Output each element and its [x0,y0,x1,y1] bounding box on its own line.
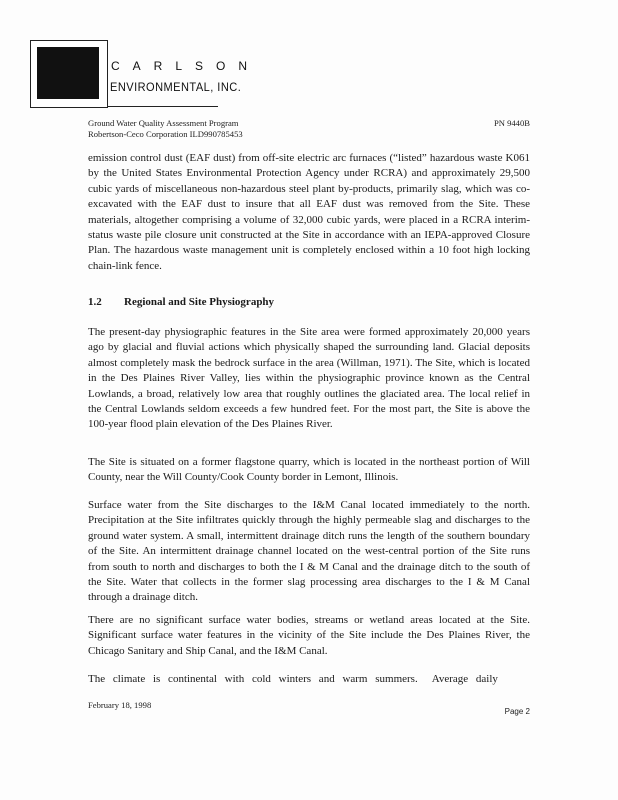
logo-company-subtitle: ENVIRONMENTAL, INC. [110,80,242,94]
logo-rule [108,106,218,107]
footer-page-number: Page 2 [504,707,530,716]
logo-square [37,47,99,99]
climate-sentence: The climate is continental with cold winters and warm summers. [88,673,418,685]
header-program: Ground Water Quality Assessment Program [88,118,239,128]
header-company: Robertson-Ceco Corporation ILD990785453 [88,129,243,139]
company-logo-icon [30,40,108,108]
paragraph-surface-water: Surface water from the Site discharges to the I&M Canal located immediately to the north. Precipitation at the Site infiltrates quickly through the highly permeable slag and discharges to the ground water system. A small, intermittent drainage ditch runs the length of the southern boundary of the Site. An intermittent drainage channel located on the west-central portion of the Site runs from south to north and discharges to both the I & M Canal and the drainage ditch to the south of the Site. Water that collects in the former slag processing area discharges to the I & M Canal through a drainage ditch. [88,499,530,604]
section-title: Regional and Site Physiography [124,296,275,308]
paragraph-emission-dust: emission control dust (EAF dust) from off-site electric arc furnaces (“listed” hazardous waste K061 by the United States Environmental Protection Agency under RCRA) and approximately 29,500 cubic yards of miscellaneous non-hazardous steel plant by-products, primarily slag, which was co-excavated with the EAF dust to insure that all EAF dust was removed from the Site. These materials, altogether comprising a volume of 32,000 cubic yards, were placed in a RCRA interim-status waste pile closure unit constructed at the Site in accordance with an IEPA-approved Closure Plan. The hazardous waste management unit is completely enclosed within a 10 foot high locking chain-link fence. [88,152,530,272]
footer-date: February 18, 1998 [88,700,152,710]
paragraph-physiography: The present-day physiographic features in the Site area were formed approximately 20,000 years ago by glacial and fluvial actions which physically shaped the surrounding land. Glacial deposits almost completely mask the bedrock surface in the area (Willman, 1971). The Site, which is located in the Des Plaines River Valley, lies within the physiographic province known as the Central Lowlands, a broad, relatively low area that roughly outlines the glaciated area. The local relief in the Central Lowlands seldom exceeds a few hundred feet. For the most part, the Site is above the 100-year flood plain elevation of the Des Plaines River. [88,326,530,431]
logo-company-name: CARLSON [111,59,261,73]
header-meta [88,118,243,140]
section-number: 1.2 [88,296,102,308]
section-heading [88,296,274,308]
climate-continued: Average daily [431,673,498,685]
header-project-number: PN 9440B [493,118,530,128]
paragraph-site-location: The Site is situated on a former flagstone quarry, which is located in the northeast portion of Will County, near the Will County/Cook County border in Lemont, Illinois. [88,456,530,484]
paragraph-climate [88,672,530,687]
paragraph-water-bodies: There are no significant surface water bodies, streams or wetland areas located at the Site. Significant surface water features in the vicinity of the Site include the Des Plaines River, the Chicago Sanitary and Ship Canal, and the I&M Canal. [88,614,530,657]
